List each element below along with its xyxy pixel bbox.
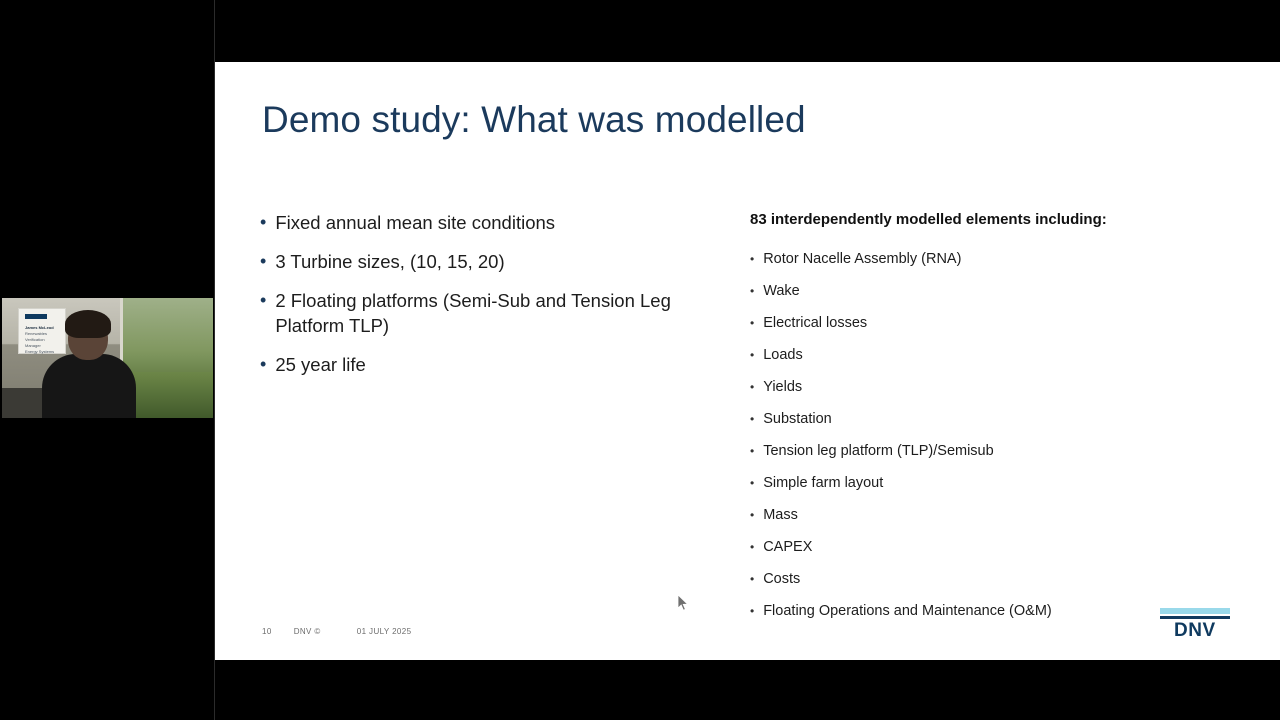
bullet-icon: • bbox=[260, 251, 267, 271]
list-item-label: 25 year life bbox=[275, 354, 366, 375]
bullet-icon: • bbox=[260, 212, 267, 232]
list-item-label: Tension leg platform (TLP)/Semisub bbox=[763, 443, 994, 459]
list-item-label: 3 Turbine sizes, (10, 15, 20) bbox=[275, 251, 505, 272]
bullet-icon: • bbox=[750, 540, 755, 554]
list-item bbox=[750, 570, 1250, 589]
list-item bbox=[260, 288, 730, 338]
name-card-text bbox=[25, 325, 63, 355]
list-item bbox=[750, 474, 1250, 493]
bullet-icon: • bbox=[750, 348, 755, 362]
bullet-icon: • bbox=[750, 572, 755, 586]
list-item-label: Wake bbox=[763, 283, 800, 299]
list-item bbox=[750, 314, 1250, 333]
list-item-label: Substation bbox=[763, 411, 832, 427]
bullet-icon: • bbox=[750, 412, 755, 426]
speaker-name: James McLeod bbox=[25, 325, 54, 330]
list-item bbox=[260, 210, 730, 235]
bullet-icon: • bbox=[750, 316, 755, 330]
slide-footer bbox=[262, 627, 411, 636]
dnv-logo bbox=[1160, 608, 1230, 642]
speaker-role-line-3: Energy Systems bbox=[25, 349, 55, 354]
bullet-icon: • bbox=[260, 290, 267, 310]
slide-right-bullet-list bbox=[750, 210, 1250, 634]
right-column-heading: 83 interdependently modelled elements including: bbox=[750, 211, 1107, 228]
participant-video-tile[interactable] bbox=[2, 298, 213, 418]
speaker-role-line-1: Renewables Verification bbox=[25, 331, 48, 342]
bullet-icon: • bbox=[260, 354, 267, 374]
speaker-role-line-2: Manager bbox=[25, 343, 41, 348]
list-item-label: Simple farm layout bbox=[763, 475, 884, 491]
list-item-label: Yields bbox=[763, 379, 803, 395]
list-item bbox=[750, 538, 1250, 557]
speaker-name-card bbox=[18, 308, 66, 354]
bullet-icon: • bbox=[750, 252, 755, 266]
list-item-label: Electrical losses bbox=[763, 315, 868, 331]
list-item bbox=[750, 378, 1250, 397]
list-item-label: Floating Operations and Maintenance (O&M) bbox=[763, 603, 1052, 619]
list-item bbox=[750, 250, 1250, 269]
slide-copyright: DNV © bbox=[293, 627, 321, 636]
list-item bbox=[260, 352, 730, 377]
bullet-icon: • bbox=[750, 444, 755, 458]
list-item bbox=[750, 506, 1250, 525]
logo-bar-dark bbox=[1160, 616, 1230, 619]
list-item-label: Mass bbox=[763, 507, 798, 523]
bullet-icon: • bbox=[750, 476, 755, 490]
participant-column bbox=[0, 0, 215, 720]
bullet-icon: • bbox=[750, 380, 755, 394]
slide-left-bullet-list bbox=[260, 210, 730, 391]
bullet-icon: • bbox=[750, 508, 755, 522]
list-item bbox=[750, 282, 1250, 301]
list-item bbox=[750, 346, 1250, 365]
list-item-label: 2 Floating platforms (Semi-Sub and Tension Leg Platform TLP) bbox=[275, 290, 671, 336]
list-item bbox=[260, 249, 730, 274]
speaker-hair bbox=[65, 310, 111, 338]
name-card-logo bbox=[25, 314, 47, 319]
list-item bbox=[750, 442, 1250, 461]
list-item bbox=[750, 410, 1250, 429]
speaker-body bbox=[42, 354, 136, 418]
list-item-label: Rotor Nacelle Assembly (RNA) bbox=[763, 251, 962, 267]
shared-slide bbox=[215, 62, 1280, 660]
logo-wordmark: DNV bbox=[1174, 620, 1216, 641]
list-item-label: Fixed annual mean site conditions bbox=[275, 212, 556, 233]
bullet-icon: • bbox=[750, 604, 755, 618]
logo-bar-light bbox=[1160, 608, 1230, 614]
list-item-label: Loads bbox=[763, 347, 803, 363]
slide-date: 01 JULY 2025 bbox=[356, 627, 412, 636]
list-item-label: CAPEX bbox=[763, 539, 813, 555]
list-item-label: Costs bbox=[763, 571, 801, 587]
bullet-icon: • bbox=[750, 284, 755, 298]
slide-page-number: 10 bbox=[262, 627, 272, 636]
slide-title: Demo study: What was modelled bbox=[262, 99, 806, 140]
